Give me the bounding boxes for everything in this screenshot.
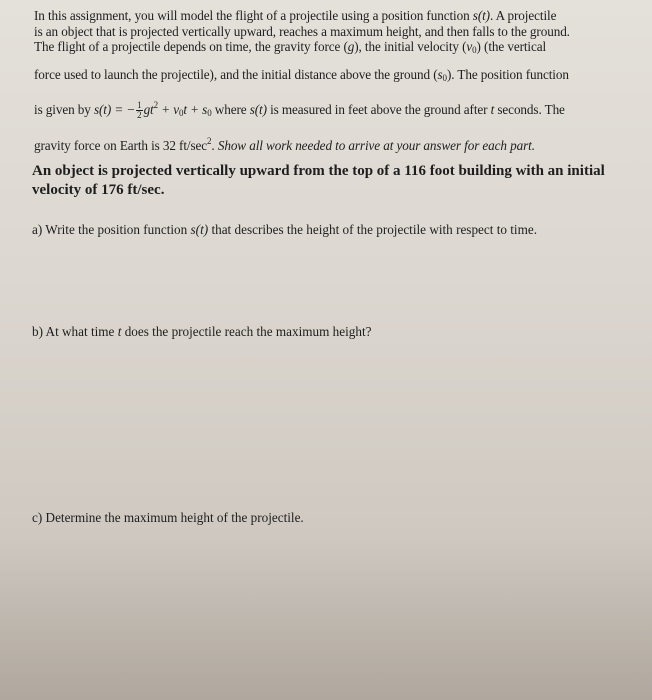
question-c: c) Determine the maximum height of the projectile.: [32, 510, 304, 525]
subscript: 0: [207, 108, 212, 118]
intro-text: is given by: [34, 102, 94, 117]
superscript: 2: [153, 100, 159, 110]
intro-text: ) (the vertical: [476, 39, 547, 54]
question-b: [32, 324, 372, 340]
intro-line-4: [34, 63, 634, 91]
question-a: [32, 222, 537, 238]
question-text: a) Write the position function: [32, 222, 191, 237]
formula-part: t + s: [183, 102, 208, 117]
time-symbol: t: [490, 102, 495, 117]
intro-text: . A projectile: [489, 8, 557, 23]
position-function-symbol: s(t): [472, 8, 490, 23]
one-half-fraction: [136, 101, 142, 120]
intro-text: .: [211, 137, 218, 153]
intro-text: ), the initial velocity (: [354, 39, 467, 54]
intro-text: ). The position function: [446, 66, 569, 82]
intro-text: In this assignment, you will model the flight of a projectile using a position function: [34, 8, 473, 23]
intro-text: seconds. The: [494, 102, 565, 117]
intro-text: force used to launch the projectile), and the initial distance above the ground (: [34, 66, 438, 82]
velocity-symbol: v: [466, 39, 473, 54]
position-function-symbol: s(t): [249, 102, 267, 117]
photo-shadow: [0, 540, 652, 700]
fraction-denominator: 2: [137, 110, 142, 121]
formula-part: gt: [143, 102, 154, 117]
intro-text: gravity force on Earth is 32 ft/sec: [34, 137, 208, 153]
gravity-symbol: g: [347, 39, 355, 54]
position-function-symbol: s(t): [190, 222, 209, 237]
intro-line-5: [34, 93, 634, 126]
formula-part: s(t) = −: [93, 102, 136, 117]
question-text: that describes the height of the projectile with respect to time.: [208, 222, 537, 237]
position-formula: [93, 100, 212, 121]
subscript: 0: [442, 72, 447, 83]
question-text: does the projectile reach the maximum height?: [121, 324, 372, 339]
assignment-introduction: [34, 4, 634, 158]
instruction-text: Show all work needed to arrive at your answer for each part.: [217, 137, 535, 153]
time-symbol: t: [117, 324, 122, 339]
intro-text: is measured in feet above the ground after: [266, 102, 491, 117]
subscript: 0: [178, 108, 184, 118]
superscript: 2: [207, 135, 212, 146]
intro-text: The flight of a projectile depends on time, the gravity force (: [34, 39, 348, 54]
intro-line-3: [34, 35, 634, 63]
intro-text: where: [211, 102, 250, 117]
formula-part: + v: [158, 102, 179, 117]
fraction-numerator: 1: [137, 100, 142, 111]
intro-line-6: [34, 129, 634, 159]
subscript: 0: [472, 45, 477, 55]
distance-symbol: s: [437, 66, 443, 82]
intro-line-2: is an object that is projected vertically upward, reaches a maximum height, and then falls to the ground.: [34, 23, 570, 39]
problem-statement: An object is projected vertically upward from the top of a 116 foot building with an initial velocity of 176 ft/sec.: [32, 163, 605, 198]
question-text: b) At what time: [32, 324, 118, 339]
